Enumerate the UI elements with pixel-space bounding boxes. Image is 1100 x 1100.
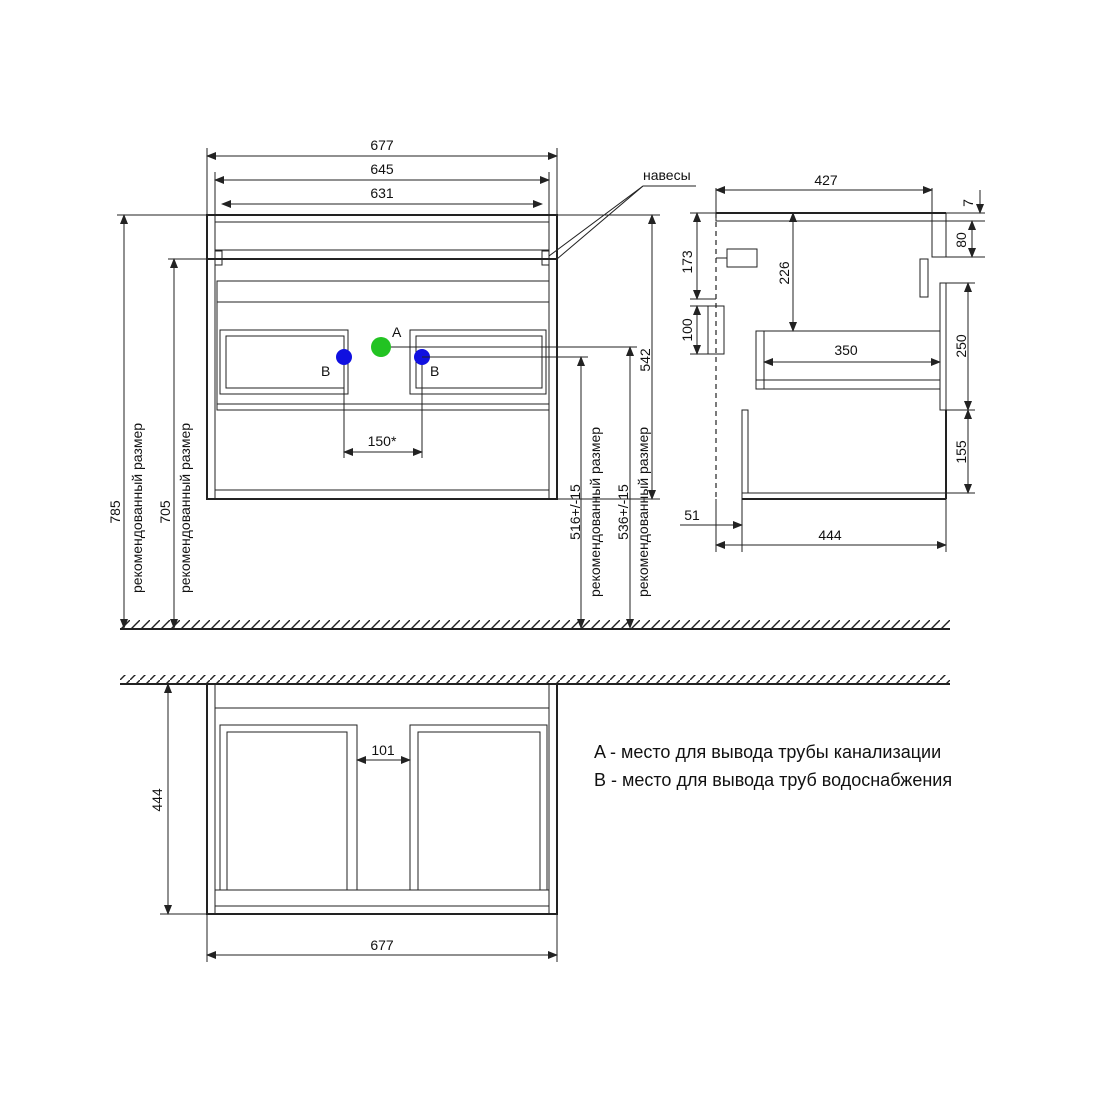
dim-427: 427 [814,172,838,188]
side-front-panel [940,283,946,410]
legend [594,742,952,790]
dim-705: 705 [157,500,173,524]
inner-compartment-left [220,330,348,394]
rec-label-516: рекомендованный размер [587,426,603,598]
plan-view [120,675,953,962]
label-b-right: B [430,363,440,379]
dim-100: 100 [679,318,695,342]
dim-173: 173 [679,250,695,274]
dim-785: 785 [107,500,123,524]
wall-hatch [120,675,950,684]
dim-516: 516+/-15 [567,484,583,540]
label-b-left: B [321,363,331,379]
dim-51: 51 [684,507,700,523]
dim-226: 226 [776,261,792,285]
side-countertop [716,213,946,221]
dim-150: 150* [367,433,397,449]
dim-677-bottom: 677 [370,937,394,953]
side-hinge [727,249,757,267]
plan-cabinet-body [207,684,557,914]
plan-compartment-left [220,725,357,890]
label-a: A [392,324,402,340]
dim-677-top: 677 [370,137,394,153]
hinges-label: навесы [643,167,691,183]
dim-536: 536+/-15 [615,484,631,540]
rec-label-705: рекомендованный размер [177,422,193,594]
dim-155: 155 [953,440,969,464]
dim-631: 631 [370,185,394,201]
dim-250: 250 [953,334,969,358]
plan-compartment-right [410,725,547,890]
dim-542: 542 [637,348,653,372]
dim-80: 80 [953,232,969,248]
sewer-outlet-a [371,337,391,357]
dim-444-side: 444 [818,527,842,543]
water-outlet-b-left [336,349,352,365]
dim-645: 645 [370,161,394,177]
front-view [107,137,696,628]
dim-101: 101 [371,742,395,758]
dim-444-plan: 444 [149,788,165,812]
side-handle [920,259,928,297]
dim-7: 7 [960,199,976,207]
side-view [679,172,985,552]
rec-label-785: рекомендованный размер [129,422,145,594]
dim-350: 350 [834,342,858,358]
legend-line-a: A - место для вывода трубы канализации [594,742,942,762]
floor-hatch [120,620,950,629]
inner-compartment-right [410,330,546,394]
rec-label-536: рекомендованный размер [635,426,651,598]
legend-line-b: B - место для вывода труб водоснабжения [594,770,953,790]
